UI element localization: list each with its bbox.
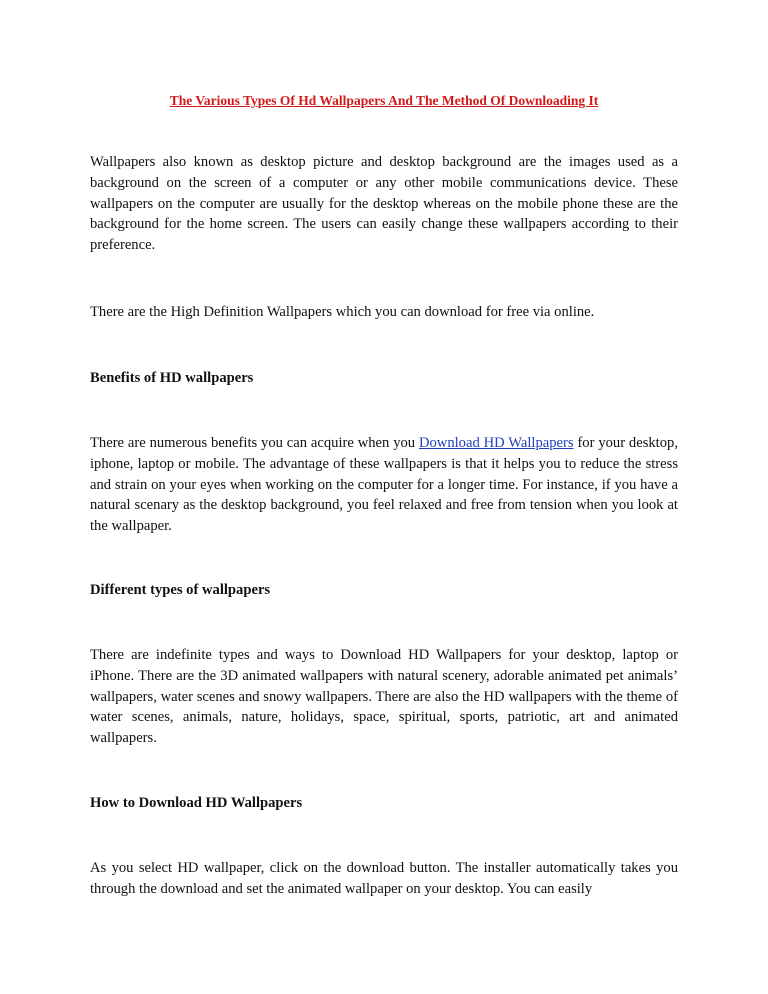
paragraph-types: There are indefinite types and ways to Download HD Wallpapers for your desktop, laptop or iPhone. There are the 3D animated wallpapers with natural scenery, adorable animated pet animals’ wallpapers, water scenes and snowy wallpapers. There are also the HD wallpapers with the theme of water scenes, animals, nature, holidays, space, spiritual, sports, patriotic, art and animated wallpapers.	[90, 647, 678, 747]
paragraph-intro: Wallpapers also known as desktop picture and desktop background are the images used as a background on the screen of a computer or any other mobile communications device. These wallpapers on the computer are usually for the desktop whereas on the mobile phone these are the background for the home screen. The users can easily change these wallpapers according to their preference.	[90, 154, 678, 254]
paragraph-benefits	[90, 433, 678, 537]
paragraph-benefits-text-end: for your desktop, iphone, laptop or mobile. The advantage of these wallpapers is that it helps you to reduce the stress and strain on your eyes when working on the computer for a longer time. For instance, if you have a natural scenary as the desktop background, you feel relaxed and free from tension when you look at the wallpaper.	[90, 435, 678, 535]
paragraph-how-to: As you select HD wallpaper, click on the download button. The installer automatically takes you through the download and set the animated wallpaper on your desktop. You can easily	[90, 860, 678, 897]
document-title: The Various Types Of Hd Wallpapers And The Method Of Downloading It	[169, 93, 599, 108]
download-hd-wallpapers-link[interactable]: Download HD Wallpapers	[418, 435, 574, 451]
heading-benefits: Benefits of HD wallpapers	[90, 370, 254, 386]
paragraph-benefits-text-start: There are numerous benefits you can acquire when you	[90, 435, 419, 451]
paragraph-hd-free: There are the High Definition Wallpapers which you can download for free via online.	[90, 304, 595, 320]
heading-types: Different types of wallpapers	[90, 582, 271, 598]
heading-how-to-download: How to Download HD Wallpapers	[90, 795, 303, 811]
